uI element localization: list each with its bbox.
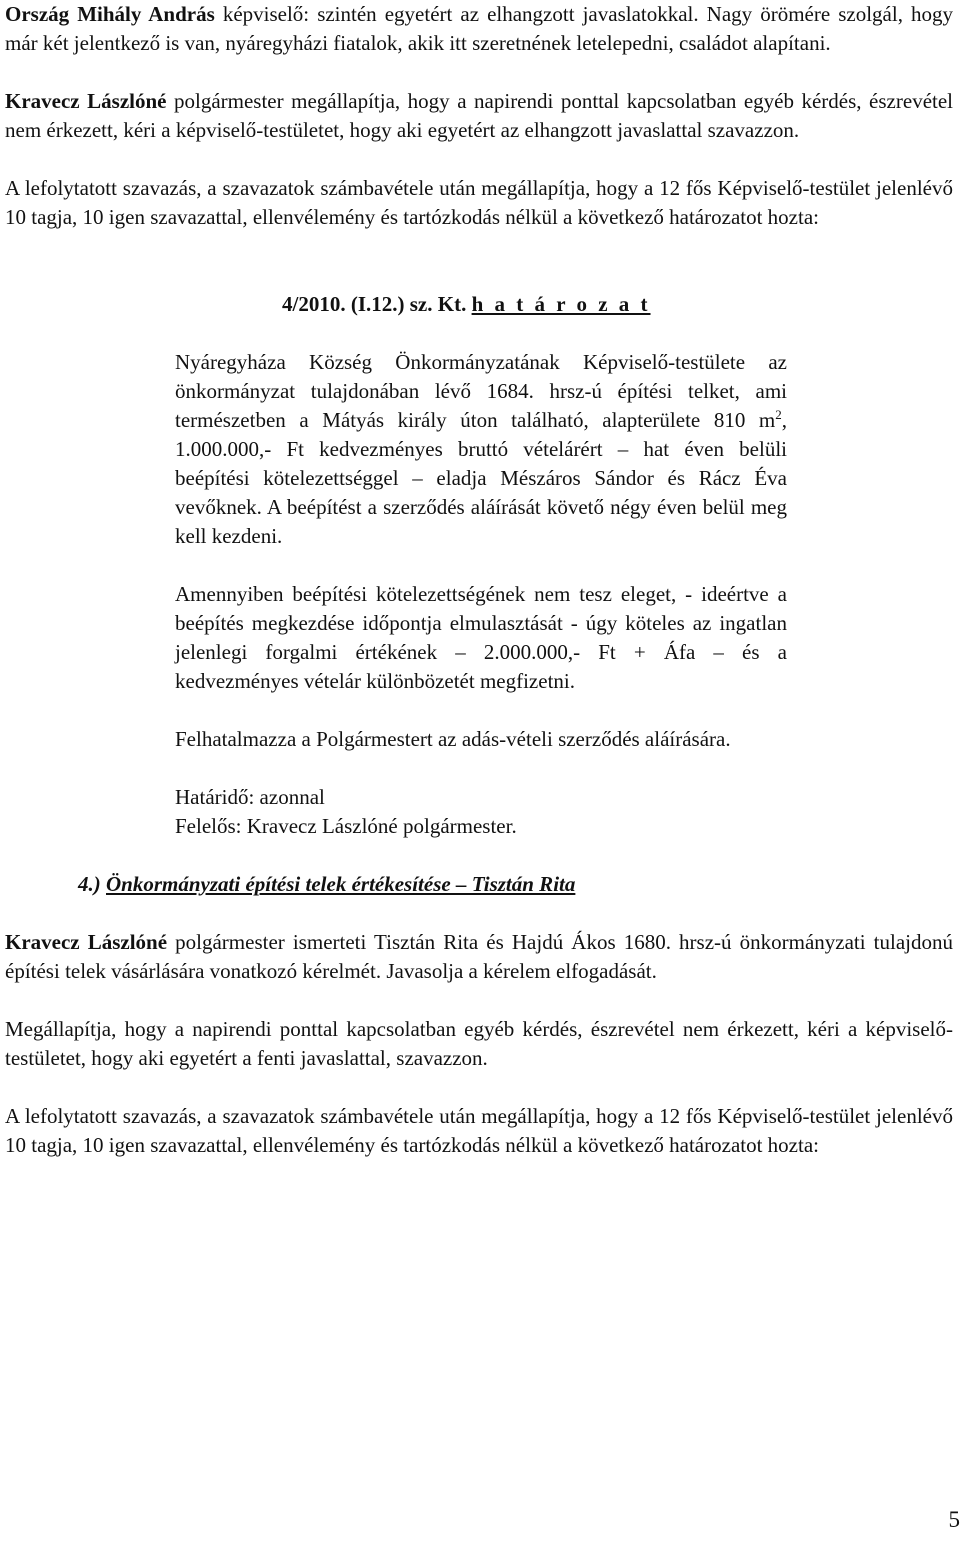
- section-title: Önkormányzati építési telek értékesítése – Tisztán Rita: [106, 872, 576, 896]
- area-unit-superscript: 2: [775, 407, 782, 422]
- paragraph-mayor-call-vote: [5, 87, 953, 145]
- speaker-name: Ország Mihály András: [5, 2, 215, 26]
- paragraph-text: képviselő: szintén egyetért az elhangzott javaslatokkal. Nagy örömére szolgál, hogy már két jelentkező is van, nyáregyházi fiatalok, akik itt szeretnének letelepedni, családot alapítani.: [5, 2, 953, 55]
- paragraph-vote-result-2: A lefolytatott szavazás, a szavazatok számbavétele után megállapítja, hogy a 12 fős Képviselő-testület jelenlévő 10 tagja, 10 igen szavazattal, ellenvélemény és tartózkodás nélkül a következő határozatot hozta:: [5, 1104, 953, 1157]
- section-heading-4: [78, 870, 953, 899]
- resolution-main-text: [175, 348, 787, 551]
- speaker-name: Kravecz Lászlóné: [5, 930, 168, 954]
- section-number: 4.): [78, 872, 106, 896]
- resolution-authorization: Felhatalmazza a Polgármestert az adás-vételi szerződés aláírására.: [175, 727, 731, 751]
- document-page: [5, 0, 953, 1160]
- resolution-penalty-clause: Amennyiben beépítési kötelezettségének nem tesz eleget, - ideértve a beépítés megkezdése időpontja elmulasztását - úgy köteles az ingatlan jelenlegi forgalmi értékének – 2.000.000,- Ft + Áfa – és a kedvezményes vételár különbözetét megfizetni.: [175, 582, 787, 693]
- resolution-text-part: Nyáregyháza Község Önkormányzatának Képviselő-testülete az önkormányzat tulajdonában lévő 1684. hrsz-ú építési telket, ami természetben a Mátyás király úton található, alapterülete 810 m: [175, 350, 787, 432]
- resolution-heading: [282, 290, 953, 319]
- resolution-deadline: Határidő: azonnal: [175, 785, 325, 809]
- paragraph-mayor-presents: [5, 928, 953, 986]
- paragraph-call-vote: Megállapítja, hogy a napirendi ponttal kapcsolatban egyéb kérdés, észrevétel nem érkezett, kéri a képviselő-testületet, hogy aki egyetért a fenti javaslattal, szavazzon.: [5, 1017, 953, 1070]
- resolution-responsible: Felelős: Kravecz Lászlóné polgármester.: [175, 814, 517, 838]
- page-number: 5: [948, 1507, 960, 1532]
- resolution-number: 4/2010. (I.12.) sz. Kt.: [282, 292, 472, 316]
- speaker-name: Kravecz Lászlóné: [5, 89, 167, 113]
- resolution-text-part: , 1.000.000,- Ft kedvezményes bruttó vételárért – hat éven belüli beépítési kötelezettséggel – eladja Mészáros Sándor és Rácz Éva vevőknek. A beépítést a szerződés aláírását követő négy éven belül meg kell kezdeni.: [175, 408, 787, 548]
- paragraph-text: polgármester ismerteti Tisztán Rita és Hajdú Ákos 1680. hrsz-ú önkormányzati tulajdonú építési telek vásárlására vonatkozó kérelmét. Javasolja a kérelem elfogadását.: [5, 930, 953, 983]
- paragraph-text: polgármester megállapítja, hogy a napirendi ponttal kapcsolatban egyéb kérdés, észrevétel nem érkezett, kéri a képviselő-testületet, hogy aki egyetért az elhangzott javaslattal szavazzon.: [5, 89, 953, 142]
- resolution-body: [175, 348, 787, 841]
- paragraph-orszag-statement: [5, 0, 953, 58]
- resolution-title-word: h a t á r o z a t: [471, 292, 651, 316]
- paragraph-vote-result: A lefolytatott szavazás, a szavazatok számbavétele után megállapítja, hogy a 12 fős Képviselő-testület jelenlévő 10 tagja, 10 igen szavazattal, ellenvélemény és tartózkodás nélkül a következő határozatot hozta:: [5, 176, 953, 229]
